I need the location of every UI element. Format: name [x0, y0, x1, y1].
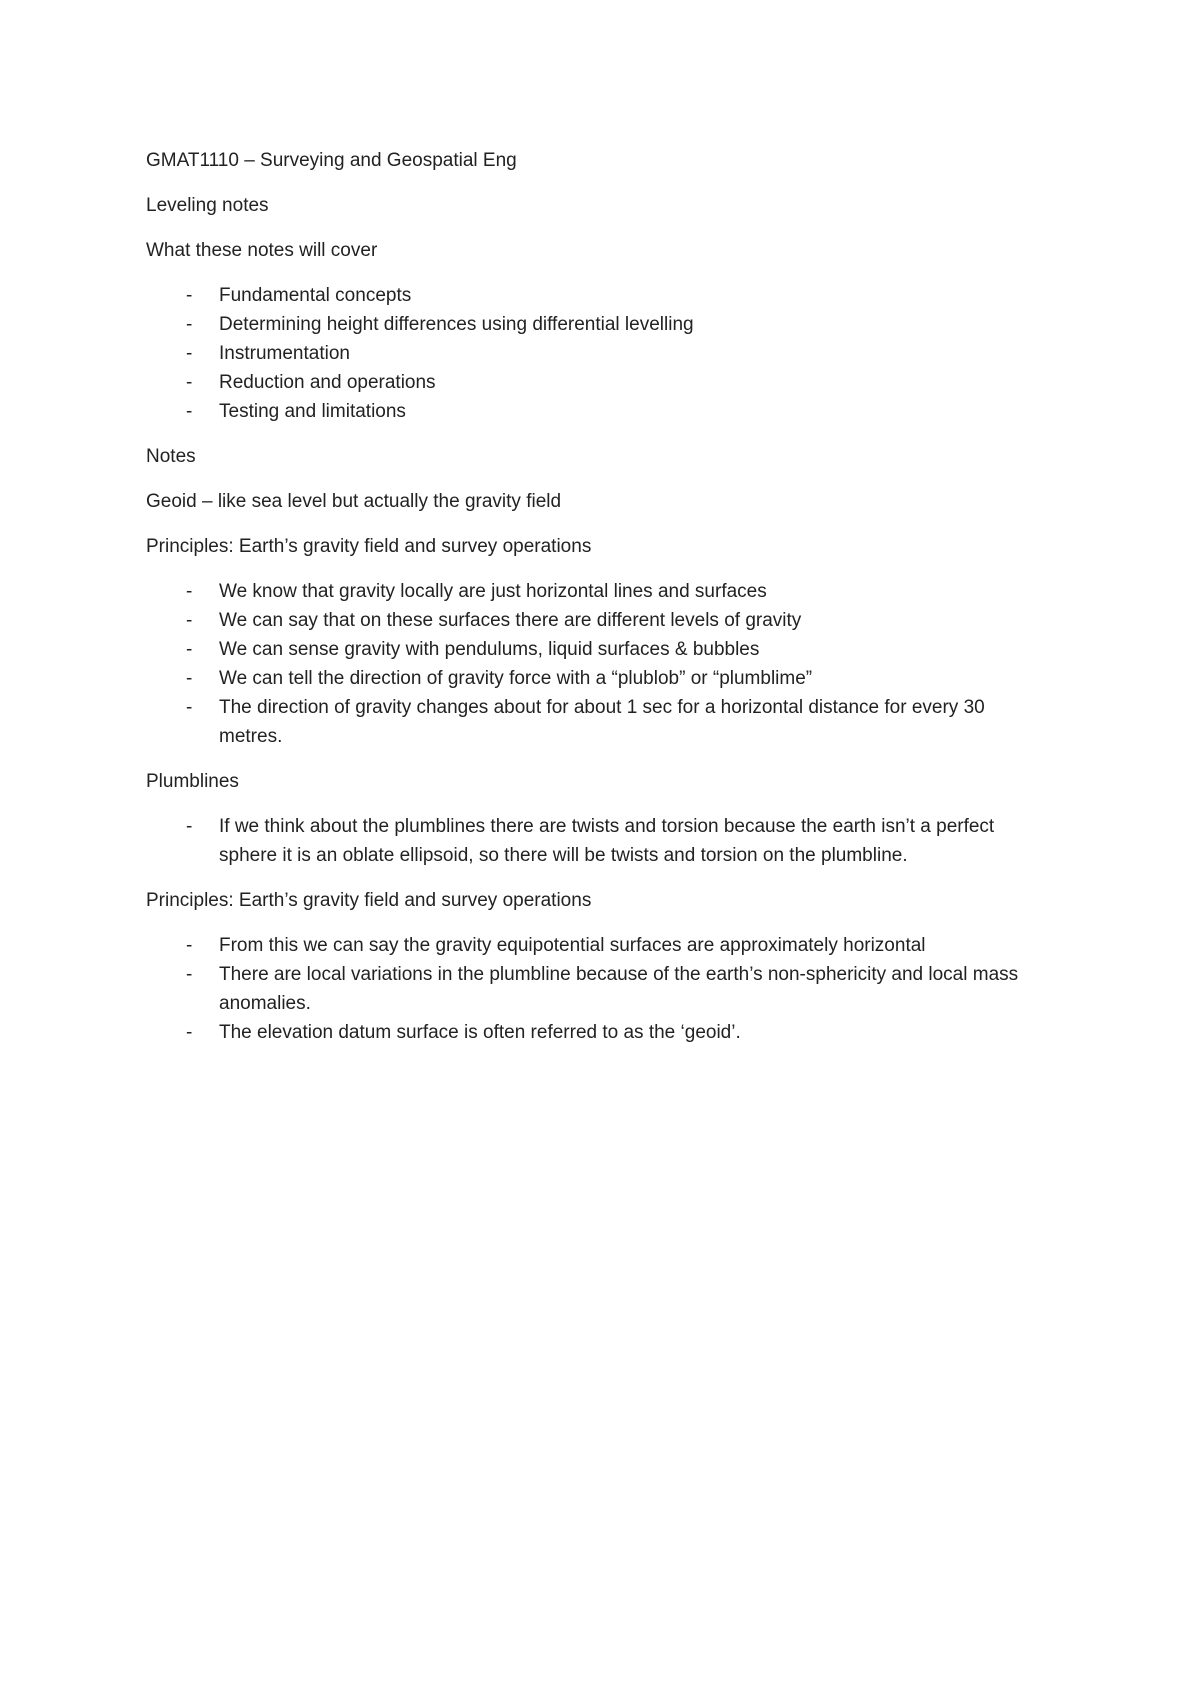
list-item: [146, 310, 1046, 339]
course-title: GMAT1110 – Surveying and Geospatial Eng: [146, 150, 517, 171]
dash-bullet: -: [186, 343, 193, 364]
dash-bullet: -: [186, 401, 193, 422]
document-title: Leveling notes: [146, 195, 269, 216]
list-item: [146, 931, 1046, 960]
list-item-text: We can say that on these surfaces there are different levels of gravity: [219, 610, 802, 631]
list-item: [146, 339, 1046, 368]
list-item-text: We know that gravity locally are just horizontal lines and surfaces: [219, 581, 767, 602]
geoid-line: Geoid – like sea level but actually the gravity field: [146, 491, 562, 512]
list-item-text: The direction of gravity changes about for about 1 sec for a horizontal distance for every 30 metres.: [219, 697, 985, 747]
list-item: [146, 397, 1046, 426]
list-item: [146, 577, 1046, 606]
principles-heading: Principles: Earth’s gravity field and survey operations: [146, 890, 592, 911]
document-body: [146, 146, 1046, 1063]
dash-bullet: -: [186, 935, 193, 956]
principles-heading: Principles: Earth’s gravity field and survey operations: [146, 536, 592, 557]
list-item-text: The elevation datum surface is often referred to as the ‘geoid’.: [219, 1022, 741, 1043]
dash-bullet: -: [186, 314, 193, 335]
dash-bullet: -: [186, 639, 193, 660]
cover-list: [146, 281, 1046, 426]
list-item: [146, 960, 1046, 1018]
principles-list: [146, 577, 1046, 751]
plumblines-list: [146, 812, 1046, 870]
list-item-text: Reduction and operations: [219, 372, 436, 393]
list-item: [146, 693, 1046, 751]
dash-bullet: -: [186, 816, 193, 837]
list-item-text: Determining height differences using differential levelling: [219, 314, 694, 335]
dash-bullet: -: [186, 285, 193, 306]
list-item: [146, 635, 1046, 664]
dash-bullet: -: [186, 610, 193, 631]
dash-bullet: -: [186, 668, 193, 689]
list-item-text: Testing and limitations: [219, 401, 406, 422]
list-item: [146, 664, 1046, 693]
list-item-text: From this we can say the gravity equipotential surfaces are approximately horizontal: [219, 935, 926, 956]
notes-heading: Notes: [146, 446, 196, 467]
list-item: [146, 368, 1046, 397]
list-item: [146, 1018, 1046, 1047]
plumblines-heading: Plumblines: [146, 771, 239, 792]
dash-bullet: -: [186, 372, 193, 393]
dash-bullet: -: [186, 697, 193, 718]
list-item-text: We can tell the direction of gravity force with a “plublob” or “plumblime”: [219, 668, 813, 689]
list-item: [146, 281, 1046, 310]
list-item-text: If we think about the plumblines there are twists and torsion because the earth isn’t a perfect sphere it is an oblate ellipsoid, so there will be twists and torsion on the plumbline.: [219, 816, 995, 866]
cover-heading: What these notes will cover: [146, 240, 378, 261]
list-item: [146, 606, 1046, 635]
principles-list: [146, 931, 1046, 1047]
dash-bullet: -: [186, 964, 193, 985]
list-item-text: We can sense gravity with pendulums, liquid surfaces & bubbles: [219, 639, 760, 660]
list-item: [146, 812, 1046, 870]
dash-bullet: -: [186, 581, 193, 602]
list-item-text: Fundamental concepts: [219, 285, 412, 306]
list-item-text: Instrumentation: [219, 343, 350, 364]
dash-bullet: -: [186, 1022, 193, 1043]
list-item-text: There are local variations in the plumbline because of the earth’s non-sphericity and local mass anomalies.: [219, 964, 1019, 1014]
